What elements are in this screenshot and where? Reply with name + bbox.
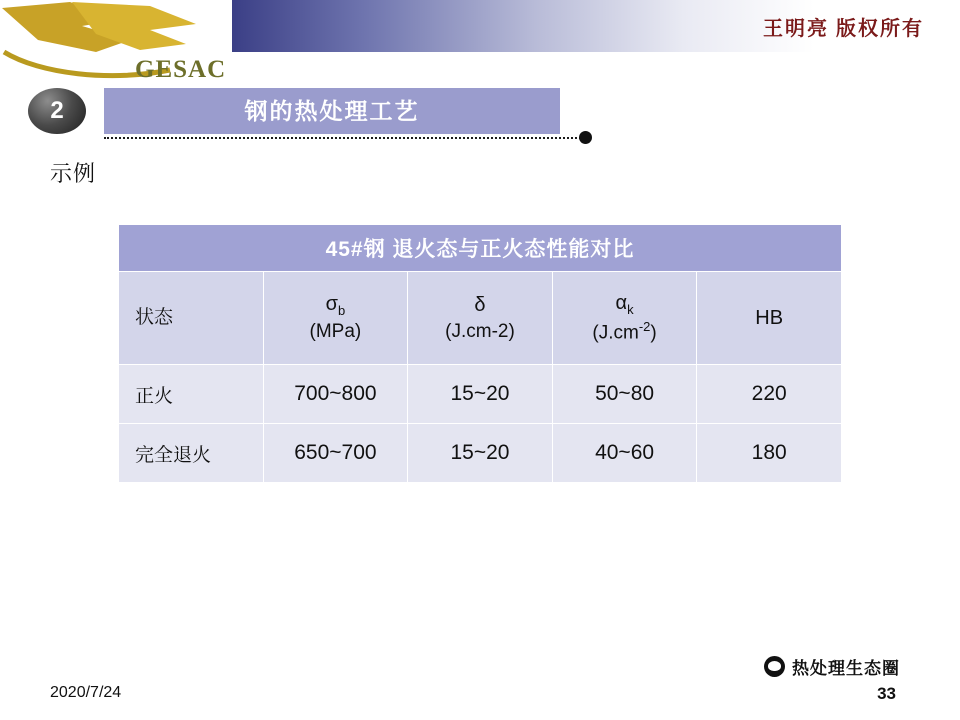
dotted-divider-endpoint <box>579 131 592 144</box>
section-number-badge: 2 <box>28 88 86 134</box>
wechat-account <box>764 654 900 679</box>
cell-alpha-k: 40~60 <box>552 424 697 483</box>
section-title: 钢的热处理工艺 <box>244 98 420 124</box>
cell-alpha-k: 50~80 <box>552 365 697 424</box>
copyright-text: 王明亮 版权所有 <box>763 18 924 40</box>
column-header-alpha-k-symbol: $\alpha_k$ <box>615 291 634 317</box>
example-label: 示例 <box>50 161 97 186</box>
table-title-row <box>119 225 842 272</box>
cell-state: 正火 <box>119 365 264 424</box>
logo-text: GESAC <box>135 56 227 83</box>
table-row <box>119 365 842 424</box>
page-number: 33 <box>877 684 896 703</box>
column-header-sigma-b <box>263 272 408 365</box>
cell-delta: 15~20 <box>408 365 553 424</box>
wechat-icon <box>764 656 785 677</box>
column-header-delta-symbol: δ <box>474 293 486 316</box>
cell-hb: 180 <box>697 424 842 483</box>
table-title: 45#钢 退火态与正火态性能对比 <box>119 225 842 272</box>
performance-comparison-table <box>118 224 842 483</box>
wechat-label: 热处理生态圈 <box>792 659 900 678</box>
cell-hb: 220 <box>697 365 842 424</box>
table-header-row <box>119 272 842 365</box>
column-header-alpha-k-unit: $(J.cm^{-2})$ <box>592 319 657 344</box>
column-header-sigma-b-symbol: $\sigma_b$ <box>325 292 346 318</box>
column-header-sigma-b-unit: (MPa) <box>309 321 362 343</box>
cell-sigma-b: 650~700 <box>263 424 408 483</box>
column-header-delta-unit: (J.cm-2) <box>445 320 515 342</box>
footer-date: 2020/7/24 <box>50 684 122 701</box>
table-row <box>119 424 842 483</box>
column-header-alpha-k <box>552 272 697 365</box>
gesac-logo <box>0 0 240 92</box>
column-header-hb: HB <box>697 272 842 365</box>
dotted-divider <box>104 137 584 139</box>
column-header-state: 状态 <box>119 272 264 365</box>
cell-state: 完全退火 <box>119 424 264 483</box>
cell-sigma-b: 700~800 <box>263 365 408 424</box>
cell-delta: 15~20 <box>408 424 553 483</box>
column-header-delta <box>408 272 553 365</box>
